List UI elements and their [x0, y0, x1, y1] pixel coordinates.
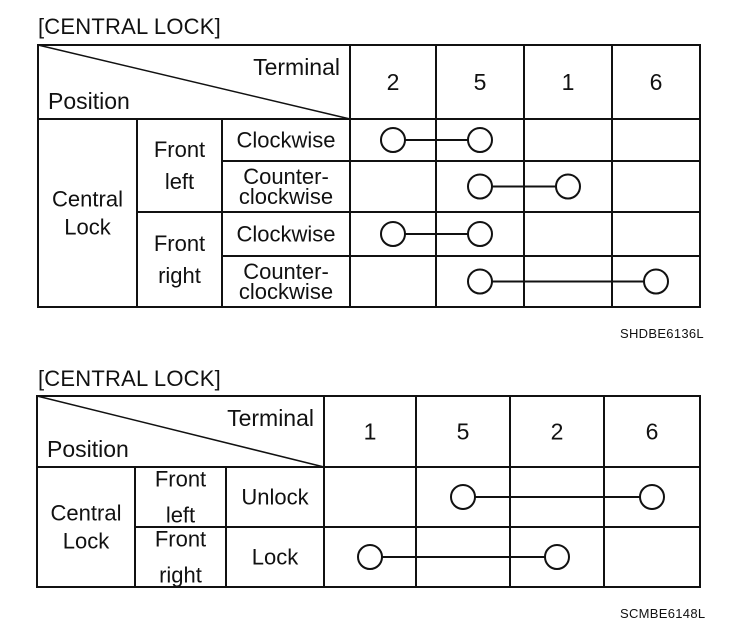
position-row-label: Clockwise [236, 127, 336, 153]
continuity-terminal-circle [451, 485, 475, 509]
subgroup-label: right [158, 263, 201, 288]
subgroup-label: right [159, 562, 202, 588]
position-row-label: clockwise [238, 184, 334, 209]
terminal-number: 1 [363, 418, 377, 445]
group-label: Lock [64, 214, 111, 240]
continuity-terminal-circle [358, 545, 382, 569]
group-label: Central [50, 500, 122, 526]
subgroup-label: Front [154, 466, 207, 492]
header-terminal-label: Terminal [227, 405, 314, 431]
table2-figure-code: SCMBE6148L [620, 606, 706, 621]
terminal-number: 2 [550, 418, 564, 445]
table1-title: [CENTRAL LOCK] [38, 14, 221, 39]
position-row-label: Lock [251, 544, 299, 570]
terminal-number: 1 [561, 69, 575, 95]
subgroup-label: Front [153, 137, 206, 162]
terminal-number: 6 [649, 69, 663, 95]
position-row-label: Clockwise [236, 221, 336, 247]
continuity-terminal-circle [640, 485, 664, 509]
position-row-label: Counter- [243, 164, 329, 189]
terminal-number: 5 [473, 69, 487, 95]
continuity-terminal-circle [545, 545, 569, 569]
position-row-label: clockwise [238, 279, 334, 304]
subgroup-label: Front [153, 231, 206, 256]
subgroup-label: left [164, 169, 195, 194]
position-row-label: Counter- [243, 259, 329, 284]
terminal-number: 2 [386, 69, 400, 95]
terminal-number: 6 [645, 418, 659, 445]
header-position-label: Position [48, 88, 130, 114]
table2-title: [CENTRAL LOCK] [38, 366, 221, 391]
terminal-number: 5 [456, 418, 470, 445]
header-position-label: Position [47, 436, 129, 462]
table1-figure-code: SHDBE6136L [620, 326, 704, 341]
group-label: Lock [62, 528, 110, 554]
header-terminal-label: Terminal [253, 54, 340, 80]
subgroup-label: Front [154, 526, 207, 552]
subgroup-label: left [165, 502, 196, 528]
position-row-label: Unlock [241, 484, 309, 510]
group-label: Central [52, 186, 123, 212]
